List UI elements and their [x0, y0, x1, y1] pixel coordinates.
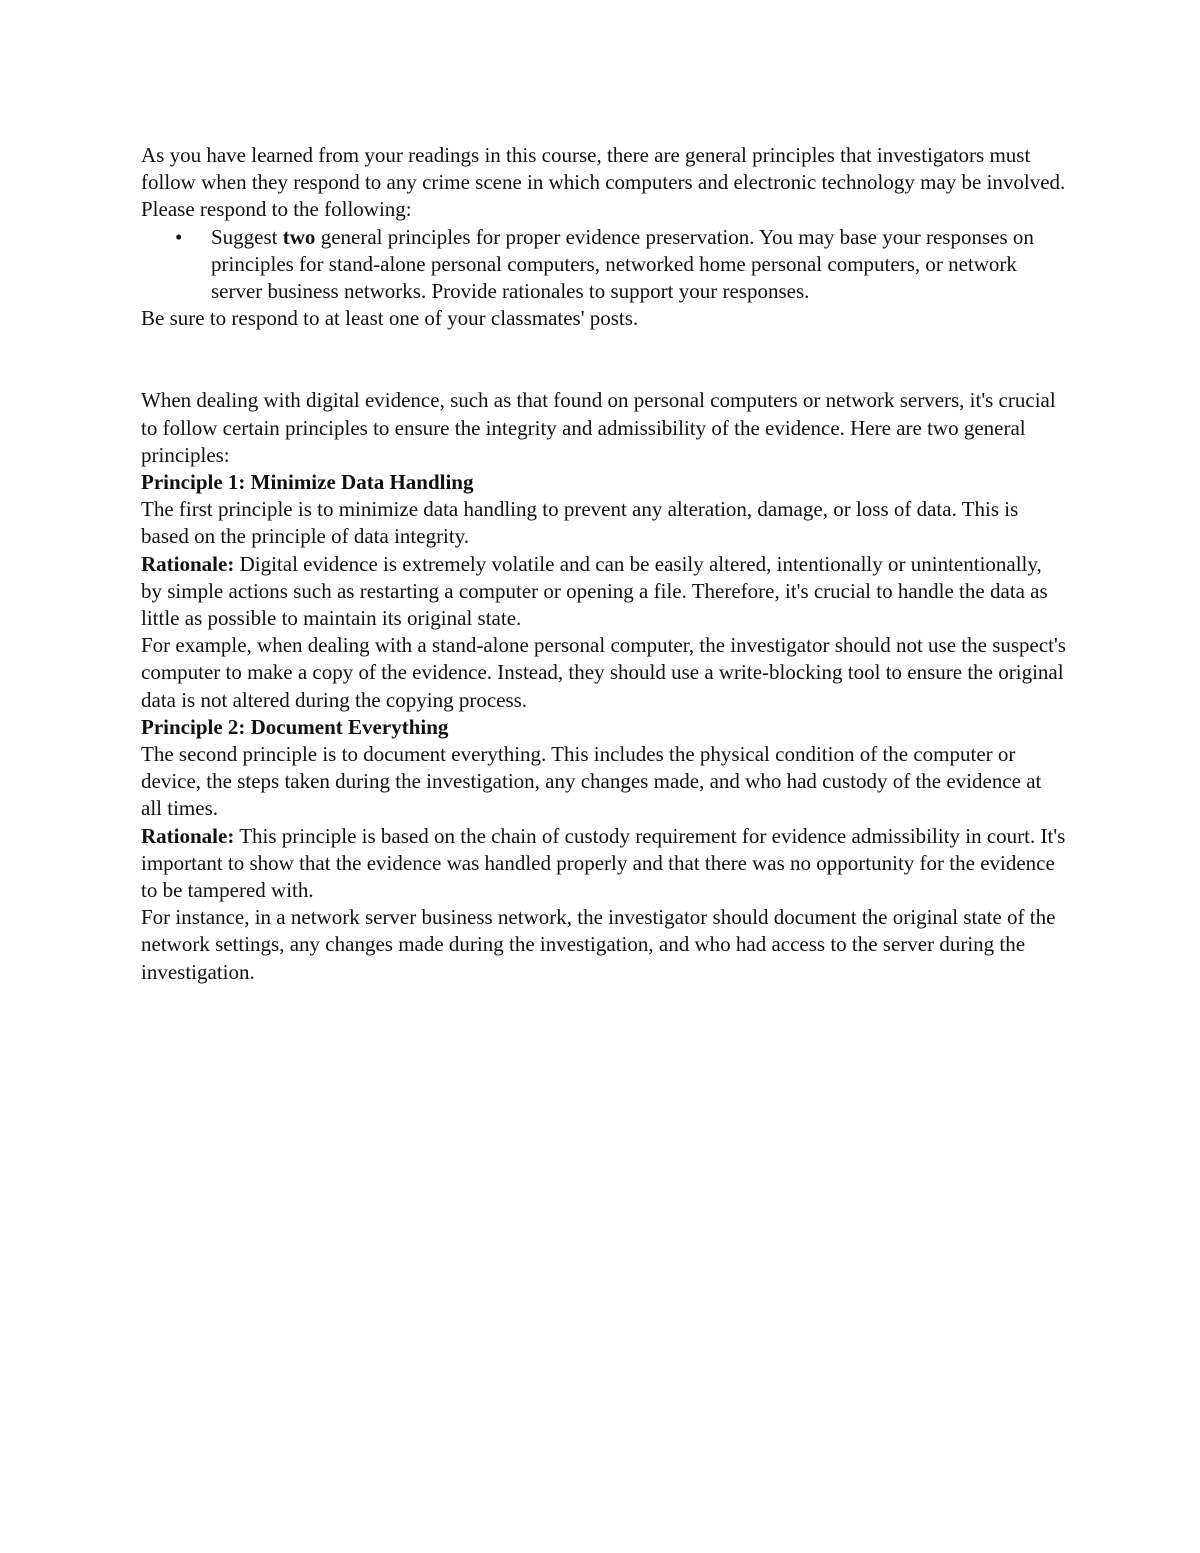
prompt-intro: As you have learned from your readings in this course, there are general principles that investigators must follow when they respond to any crime scene in which computers and electronic technology may be involved.	[141, 143, 1066, 195]
response-intro: When dealing with digital evidence, such as that found on personal computers or network servers, it's crucial to follow certain principles to ensure the integrity and admissibility of the evidence. Here are two general principles:	[141, 388, 1056, 467]
principle-1-example: For example, when dealing with a stand-alone personal computer, the investigator should not use the suspect's computer to make a copy of the evidence. Instead, they should use a write-blocking tool to ensure the original data is not altered during the copying process.	[141, 633, 1066, 712]
prompt-instruction: Please respond to the following:	[141, 197, 412, 222]
principle-1-heading-text: Principle 1: Minimize Data Handling	[141, 470, 474, 495]
bullet-rest: general principles for proper evidence preservation. You may base your responses on principles for stand-alone personal computers, networked home personal computers, or network server business networks. Provide rationales to support your responses.	[211, 224, 1034, 304]
principle-2-heading	[141, 714, 1066, 741]
list-item	[175, 224, 1066, 306]
prompt-closing: Be sure to respond to at least one of your classmates' posts.	[141, 306, 639, 331]
document-body	[141, 142, 1066, 986]
principle-1-rationale	[141, 551, 1066, 633]
bullet-prefix: Suggest	[211, 224, 283, 249]
principle-2-example: For instance, in a network server business network, the investigator should document the original state of the network settings, any changes made during the investigation, and who had access to the server during the investigation.	[141, 905, 1056, 984]
bullet-bold-word: two	[282, 224, 316, 249]
principle-2-rationale-label: Rationale:	[141, 823, 235, 848]
section-spacer	[141, 332, 1066, 387]
bullet-icon: •	[175, 224, 183, 249]
principle-2-heading-text: Principle 2: Document Everything	[141, 714, 449, 739]
principle-1-heading	[141, 469, 1066, 496]
principle-1-rationale-label: Rationale:	[141, 551, 235, 576]
prompt-bullet-list	[141, 224, 1066, 306]
principle-1-rationale-text: Digital evidence is extremely volatile and can be easily altered, intentionally or unintentionally, by simple actions such as restarting a computer or opening a file. Therefore, it's crucial to handle the data as little as possible to maintain its original state.	[141, 551, 1048, 631]
principle-2-rationale-text: This principle is based on the chain of custody requirement for evidence admissibility in court. It's important to show that the evidence was handled properly and that there was no opportunity for the evidence to be tampered with.	[141, 823, 1066, 903]
principle-2-description: The second principle is to document everything. This includes the physical condition of the computer or device, the steps taken during the investigation, any changes made, and who had custody of the evidence at all times.	[141, 742, 1042, 821]
principle-2-rationale	[141, 823, 1066, 905]
principle-1-description: The first principle is to minimize data handling to prevent any alteration, damage, or loss of data. This is based on the principle of data integrity.	[141, 497, 1019, 549]
